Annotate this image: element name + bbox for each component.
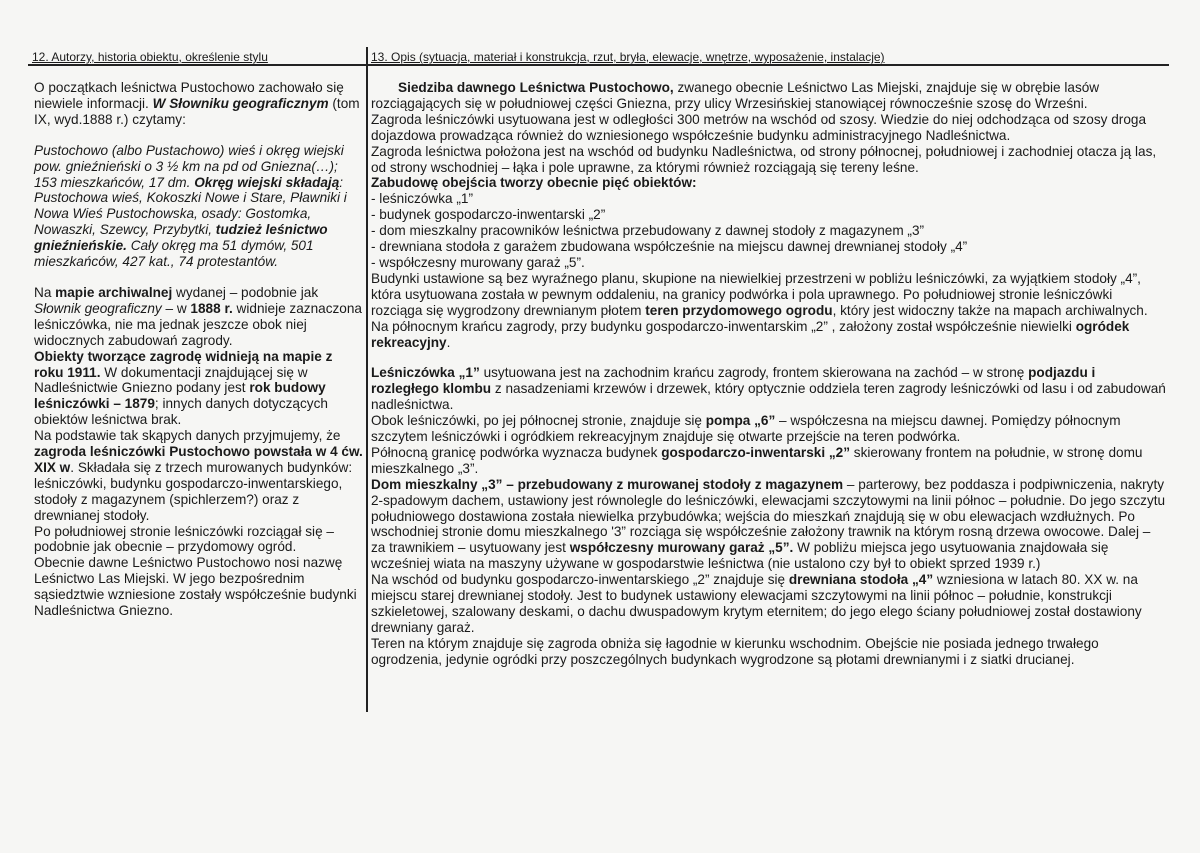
- text-run: teren przydomowego ogrodu: [645, 302, 833, 318]
- text-run: : Pustochowa wieś, Kokoszki Nowe i Stare, Pławniki i Nowa Wieś Pustochowska, osady: Gostomka, Nowaszki, Szewcy, Przybytki,: [34, 174, 347, 238]
- description-column: [371, 80, 1166, 668]
- text-run: Słownik geograficzny: [34, 300, 162, 316]
- text-run: Pustochowo (albo Pustachowo) wieś i okręg wiejski pow. gnieźnieński o 3 ½ km na pd od Gniezna(…); 153 mieszkańców, 17 dm.: [34, 142, 344, 190]
- text-run: Leśniczówka „1”: [371, 365, 480, 381]
- history-paragraph: [34, 143, 364, 270]
- text-run: Siedziba dawnego Leśnictwa Pustochowo,: [398, 80, 674, 95]
- text-run: , który jest widoczny także na mapach archiwalnych. Na północnym krańcu zagrody, przy budynku gospodarczo-inwentarskim „2” , założony został współcześnie niewielki: [371, 302, 1148, 334]
- text-run: gospodarczo-inwentarski „2”: [661, 444, 851, 460]
- text-run: z nasadzeniami krzewów i drzewek, który optycznie oddziela teren zagrody leśniczówki od lasu i od zabudowań nadleśnictwa.: [371, 381, 1166, 413]
- description-paragraph: [371, 112, 1166, 144]
- history-paragraph: [34, 349, 364, 429]
- description-paragraph: [371, 175, 1166, 191]
- text-run: W dokumentacji znajdującej się w Nadleśnictwie Gniezno podany jest: [34, 364, 308, 396]
- text-run: Obiekty tworzące zagrodę widnieją na mapie z roku 1911.: [34, 348, 333, 380]
- history-paragraph: [34, 524, 364, 556]
- text-run: Na wschód od budynku gospodarczo-inwentarskiego „2” znajduje się: [371, 572, 789, 588]
- text-run: współczesny murowany garaż „5”.: [569, 540, 794, 556]
- text-run: podjazdu i rozległego klombu: [371, 365, 1096, 397]
- text-run: Cały okręg ma 51 dymów, 501 mieszkańców, 427 kat., 74 protestantów.: [34, 238, 314, 270]
- column-divider: [366, 47, 368, 712]
- text-run: wzniesiona w latach 80. XX w. na miejscu starej drewnianej stodoły. Jest to budynek ustawiony elewacjami szczytowymi na linii północ – południe, konstrukcji szkieletowej, szalowany deskami, o dachu dwuspadowym krytym eternitem; do jego elego ściany południowej został dostawiony drewniany garaż.: [371, 572, 1142, 635]
- description-paragraph: [371, 636, 1166, 668]
- text-run: Obecnie dawne Leśnictwo Pustochowo nosi nazwę Leśnictwo Las Miejski. W jego bezpośrednim sąsiedztwie wzniesione zostały współcześnie budynki Nadleśnictwa Gniezno.: [34, 555, 357, 619]
- text-run: Dom mieszkalny „3” – przebudowany z murowanej stodoły z magazynem: [371, 476, 844, 492]
- text-run: zwanego obecnie Leśnictwo Las Miejski, znajduje się w obrębie lasów rozciągających się w południowej części Gniezna, przy ulicy Wrzesińskiej stanowiącej równocześnie szosę do Wrześni.: [371, 80, 1100, 111]
- header-rule: [28, 64, 1169, 66]
- text-run: W Słowniku geograficznym: [152, 95, 329, 111]
- text-run: – parterowy, bez poddasza i podpiwniczenia, nakryty 2-spadowym dachem, ustawiony jest równolegle do leśniczówki, elewacjami szczytowymi na linii północ – południe. Do jego szczytu południowego dostawiona została niewielka przybudówka; wejścia do mieszkań znajdują się w obu elewacjach wzdłużnych. Po wschodniej stronie domu mieszkalnego '3” rozciąga się współcześnie założony trawnik na którym rosną drzewa owocowe. Dalej – za trawnikiem – usytuowany jest: [371, 476, 1166, 556]
- text-run: Budynki ustawione są bez wyraźnego planu, skupione na niewielkiej przestrzeni w pobliżu leśniczówki, za wyjątkiem stodoły „4”, która usytuowana została w pewnym oddaleniu, na granicy podwórka i pola uprawnego. Po południowej stronie leśniczówki rozciąga się wygrodzony drewnianym płotem: [371, 270, 1141, 318]
- text-run: O początkach leśnictwa Pustochowo zachowało się niewiele informacji.: [34, 80, 344, 111]
- text-run: wydanej – podobnie jak: [172, 284, 319, 300]
- text-run: rok budowy leśniczówki – 1879: [34, 380, 326, 412]
- history-column: [34, 80, 364, 619]
- text-run: – współczesna na miejscu dawnej. Pomiędzy północnym szczytem leśniczówki i ogródkiem rekreacyjnym znajduje się otwarte przejście na teren podwórka.: [371, 413, 1121, 445]
- text-run: usytuowana jest na zachodnim krańcu zagrody, frontem skierowana na zachód – w stronę: [479, 365, 1029, 381]
- text-run: widnieje zaznaczona leśniczówka, nie ma jednak jeszcze obok niej widocznych zabudowań zagrody.: [34, 300, 362, 348]
- paragraph-spacer: [371, 350, 1166, 365]
- text-run: Po południowej stronie leśniczówki rozciągał się – podobnie jak obecnie – przydomowy ogród.: [34, 523, 334, 555]
- description-paragraph: [371, 365, 1166, 413]
- text-run: Na: [34, 284, 56, 300]
- text-run: zagroda leśniczówki Pustochowo powstała w 4 ćw. XIX w: [34, 444, 363, 475]
- description-paragraph: [371, 445, 1166, 477]
- paragraph-spacer: [34, 270, 364, 285]
- text-run: (tom IX, wyd.1888 r.) czytamy:: [34, 95, 360, 127]
- text-run: Zabudowę obejścia tworzy obecnie pięć obiektów:: [371, 175, 697, 191]
- text-run: .: [446, 334, 451, 350]
- text-run: Obok leśniczówki, po jej północnej stronie, znajduje się: [371, 413, 706, 429]
- text-run: W pobliżu miejsca jego usytuowania znajdowała się wcześniej wiata na maszyny używane w gospodarstwie leśnictwa (nie ustalono czy był to obiekt sprzed 1939 r.): [371, 540, 1109, 572]
- section-13-header: 13. Opis (sytuacja, materiał i konstrukcja, rzut, bryła, elewacje, wnętrze, wyposażenie, instalacje): [371, 50, 885, 64]
- text-run: - współczesny murowany garaż „5”.: [371, 254, 585, 270]
- description-paragraph: [371, 572, 1166, 636]
- text-run: - dom mieszkalny pracowników leśnictwa przebudowany z dawnej stodoły z magazynem „3”: [371, 223, 925, 239]
- description-paragraph: [371, 80, 1166, 112]
- text-run: Zagroda leśnictwa położona jest na wschód od budynku Nadleśnictwa, od strony północnej, południowej i zachodniej otacza ją las, od strony wschodniej – łąka i pole uprawne, za którymi również rozciągają się tereny leśne.: [371, 143, 1157, 175]
- description-paragraph: [371, 413, 1166, 445]
- text-run: Teren na którym znajduje się zagroda obniża się łagodnie w kierunku wschodnim. Obejście nie posiada jednego trwałego ogrodzenia, jedynie ogródki przy poszczególnych budynkach wygrodzone są płotami drewnianymi i z siatki drucianej.: [371, 635, 1099, 667]
- text-run: ogródek rekreacyjny: [371, 318, 1130, 350]
- text-run: drewniana stodoła „4”: [788, 572, 934, 588]
- history-paragraph: [34, 285, 364, 349]
- description-paragraph: [371, 477, 1166, 572]
- description-paragraph: [371, 144, 1166, 176]
- text-run: - budynek gospodarczo-inwentarski „2”: [371, 207, 606, 223]
- description-paragraph: [371, 223, 1166, 239]
- description-paragraph: [371, 255, 1166, 271]
- text-run: mapie archiwalnej: [55, 284, 173, 300]
- description-paragraph: [371, 271, 1166, 351]
- text-run: - leśniczówka „1”: [371, 191, 473, 207]
- history-paragraph: [34, 428, 364, 523]
- history-paragraph: [34, 555, 364, 619]
- text-run: skierowany frontem na południe, w stronę domu mieszkalnego „3”.: [371, 444, 1143, 476]
- description-paragraph: [371, 239, 1166, 255]
- text-run: Okręg wiejski składają: [194, 174, 340, 190]
- description-paragraph: [371, 207, 1166, 223]
- text-run: Na podstawie tak skąpych danych przyjmujemy, że: [34, 428, 341, 444]
- text-run: pompa „6”: [705, 413, 776, 429]
- section-12-header: 12. Autorzy, historia obiektu, określenie stylu: [32, 50, 268, 64]
- text-run: ; innych danych dotyczących obiektów leśnictwa brak.: [34, 396, 328, 428]
- description-paragraph: [371, 191, 1166, 207]
- text-run: - drewniana stodoła z garażem zbudowana współcześnie na miejscu dawnej drewnianej stodoły „4”: [371, 239, 968, 255]
- history-paragraph: [34, 80, 364, 128]
- text-run: – w: [161, 300, 191, 316]
- text-run: tudzież leśnictwo gnieźnieńskie.: [34, 222, 328, 254]
- paragraph-spacer: [34, 128, 364, 143]
- text-run: Północną granicę podwórka wyznacza budynek: [371, 444, 662, 460]
- text-run: 1888 r.: [190, 300, 233, 316]
- text-run: Zagroda leśniczówki usytuowana jest w odległości 300 metrów na wschód od szosy. Wiedzie do niej odchodząca od szosy droga dojazdowa prowadząca również do wzniesionego współcześnie budynku administracyjnego Nadleśnictwa.: [371, 111, 1147, 143]
- text-run: . Składała się z trzech murowanych budynków: leśniczówki, budynku gospodarczo-inwentarskiego, stodoły z magazynem (spichlerzem?) oraz z drewnianej stodoły.: [34, 459, 353, 523]
